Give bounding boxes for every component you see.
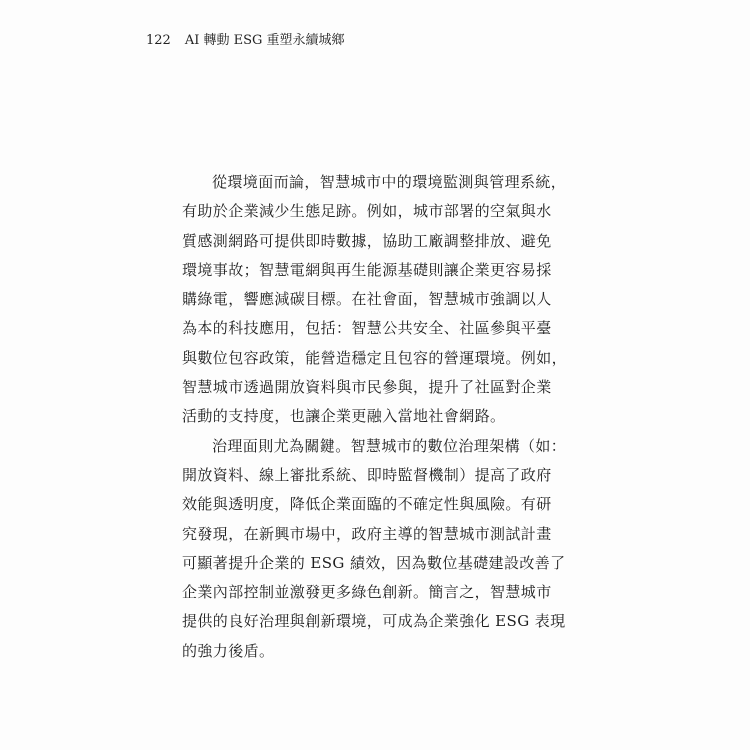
text-line: 究發現，在新興市場中，政府主導的智慧城市測試計畫	[182, 524, 552, 543]
text-line: 企業內部控制並激發更多綠色創新。簡言之，智慧城市	[182, 583, 552, 602]
text-line: 治理面則尤為關鍵。智慧城市的數位治理架構（如：	[212, 436, 567, 455]
text-line: 購綠電，響應減碳目標。在社會面，智慧城市強調以人	[182, 290, 552, 309]
page-number: 122	[146, 33, 171, 48]
text-line: 有助於企業減少生態足跡。例如，城市部署的空氣與水	[182, 202, 552, 221]
text-line: 效能與透明度，降低企業面臨的不確定性與風險。有研	[182, 495, 552, 514]
text-line: 提供的良好治理與創新環境，可成為企業強化 ESG 表現	[182, 612, 566, 631]
text-line: 與數位包容政策，能營造穩定且包容的營運環境。例如，	[182, 348, 568, 367]
text-line: 環境事故；智慧電網與再生能源基礎則讓企業更容易採	[182, 260, 552, 279]
paragraph-environment-society	[182, 168, 568, 432]
text-line: 智慧城市透過開放資料與市民參與，提升了社區對企業	[182, 378, 552, 397]
text-line: 從環境面而論，智慧城市中的環境監測與管理系統，	[212, 173, 567, 191]
text-line: 活動的支持度，也讓企業更融入當地社會網路。	[182, 407, 506, 426]
text-line: 為本的科技應用，包括：智慧公共安全、社區參與平臺	[182, 319, 552, 338]
book-title: AI 轉動 ESG 重塑永續城鄉	[184, 33, 345, 48]
body-text	[182, 168, 568, 666]
running-header	[146, 33, 345, 49]
paragraph-governance	[182, 432, 567, 666]
text-line: 可顯著提升企業的 ESG 績效，因為數位基礎建設改善了	[182, 553, 566, 572]
text-line: 開放資料、線上審批系統、即時監督機制）提高了政府	[182, 465, 552, 484]
text-line: 的強力後盾。	[182, 641, 275, 660]
text-line: 質感測網路可提供即時數據，協助工廠調整排放、避免	[182, 231, 552, 250]
